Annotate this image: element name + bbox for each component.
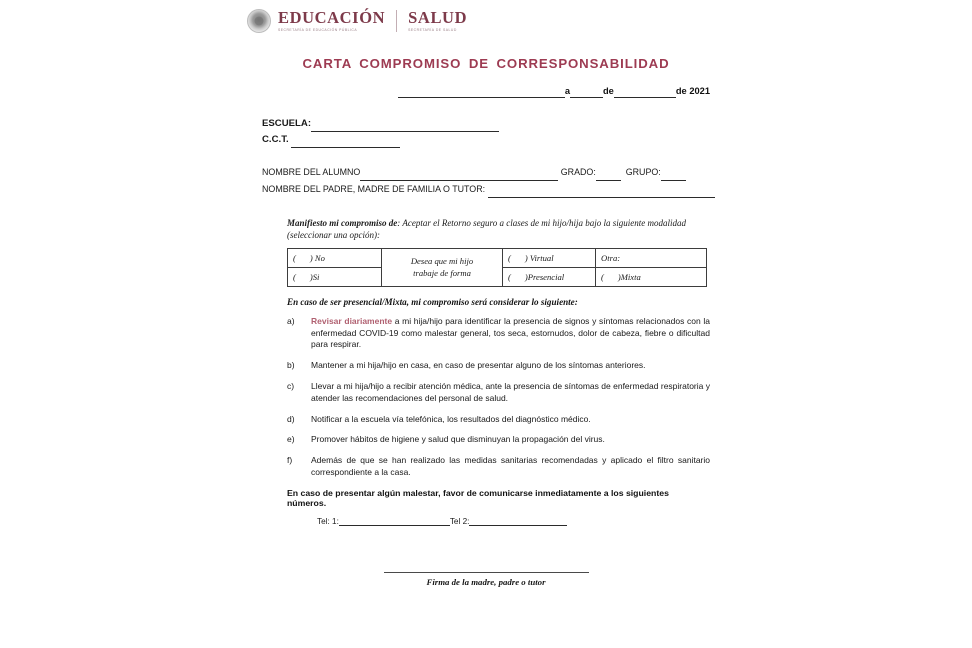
mexico-coat-of-arms-seal-icon [247, 9, 271, 33]
tutor-input[interactable] [488, 184, 715, 198]
cell-option-virtual[interactable] [503, 248, 596, 267]
cell-option-presencial[interactable] [503, 267, 596, 286]
prompt-line-2: trabaje de forma [413, 268, 471, 279]
alumno-input[interactable] [360, 167, 558, 181]
government-logo-bar [247, 6, 467, 36]
tutor-row [262, 181, 710, 198]
place-blank[interactable] [398, 86, 565, 98]
checkbox-mixta[interactable] [601, 272, 641, 282]
item-body: a mi hija/hijo para identificar la presencia de signos y síntomas relacionados con la enfermedad COVID-19 como malestar general, tos seca, estornudos, dolor de cabeza, fiebre o dificultad para respirar. [311, 315, 710, 350]
grado-label: GRADO: [560, 167, 596, 177]
educacion-subtitle: SECRETARÍA DE EDUCACIÓN PÚBLICA [278, 27, 358, 32]
student-fields [262, 164, 710, 198]
signature-label: Firma de la madre, padre o tutor [426, 576, 546, 587]
tel1-input[interactable] [339, 514, 450, 526]
grupo-label: GRUPO: [625, 167, 661, 177]
item-marker: b) [287, 360, 295, 371]
manifiesto-paragraph [287, 217, 710, 242]
date-connector-de-2: de [675, 86, 687, 96]
logo-divider [396, 10, 397, 32]
escuela-row [262, 116, 710, 132]
school-fields [262, 116, 710, 148]
grado-input[interactable] [596, 167, 621, 181]
alumno-row [262, 164, 710, 181]
label-virtual: Virtual [529, 252, 554, 263]
checkbox-no[interactable] [293, 253, 325, 263]
grupo-input[interactable] [661, 167, 686, 181]
manifiesto-lead: Manifiesto mi compromiso de [287, 218, 398, 228]
cell-prompt-trabajo [382, 248, 503, 286]
cct-label: C.C.T. [262, 134, 289, 145]
educacion-logo [278, 10, 385, 32]
date-row [262, 84, 710, 98]
list-item [287, 434, 710, 446]
tutor-label: NOMBRE DEL PADRE, MADRE DE FAMILIA O TUTOR: [262, 184, 486, 194]
salud-wordmark: SALUD [408, 8, 468, 28]
item-marker: a) [287, 315, 295, 326]
caso-presencial-heading: En caso de ser presencial/Mixta, mi compromiso será considerar lo siguiente: [287, 296, 578, 307]
paren-close: ) [524, 252, 528, 263]
manifiesto-body: : Aceptar el Retorno seguro a clases de mi hijo/hija bajo la siguiente modalidad (seleccionar una opción): [287, 218, 686, 241]
signature-block [262, 572, 710, 587]
item-marker: f) [287, 455, 293, 466]
document-title: CARTA COMPROMISO DE CORRESPONSABILIDAD [302, 56, 670, 71]
tel2-label: Tel 2: [449, 516, 470, 526]
paren-open: ( [293, 252, 296, 263]
item-text: Promover hábitos de higiene y salud que disminuyan la propagación del virus. [311, 434, 605, 445]
paren-open: ( [293, 271, 296, 282]
label-otra: Otra: [601, 252, 621, 263]
salud-logo [408, 10, 467, 32]
date-connector-a: a [564, 86, 570, 96]
escuela-input[interactable] [311, 119, 499, 132]
day-blank[interactable] [570, 86, 603, 98]
label-presencial: Presencial [527, 271, 565, 282]
alumno-label: NOMBRE DEL ALUMNO [262, 167, 361, 177]
item-text: Mantener a mi hija/hijo en casa, en caso de presentar alguno de los síntomas anteriores. [311, 360, 646, 371]
cell-option-no[interactable] [288, 248, 382, 267]
checkbox-presencial[interactable] [508, 272, 564, 282]
list-item [287, 414, 710, 426]
cell-option-si[interactable] [288, 267, 382, 286]
item-marker: c) [287, 381, 295, 391]
list-item [287, 455, 710, 479]
modalidad-table [287, 248, 707, 287]
phones-row [317, 514, 710, 526]
paren-close: ) [309, 271, 313, 282]
commitments-list [287, 316, 710, 479]
paren-close: ) [524, 271, 528, 282]
cct-input[interactable] [291, 135, 400, 148]
month-blank[interactable] [614, 86, 676, 98]
date-connector-de-1: de [603, 86, 614, 96]
signature-line[interactable] [384, 572, 589, 573]
checkbox-virtual[interactable] [508, 253, 554, 263]
cct-row [262, 132, 710, 148]
paren-open: ( [508, 252, 511, 263]
label-mixta: Mixta [620, 271, 641, 282]
escuela-label: ESCUELA: [262, 118, 312, 129]
cell-option-mixta[interactable] [596, 267, 707, 286]
table-row [288, 248, 707, 267]
list-item [287, 360, 710, 372]
document-body [262, 84, 710, 587]
item-marker: e) [287, 434, 295, 445]
checkbox-si[interactable] [293, 272, 319, 282]
label-si: Si [312, 271, 320, 282]
phones-heading: En caso de presentar algún malestar, favor de comunicarse inmediatamente a los siguientes números. [287, 487, 669, 508]
paren-close: ) [617, 271, 621, 282]
cell-otra-label[interactable] [596, 248, 707, 267]
date-year: 2021 [689, 86, 710, 96]
paren-open: ( [508, 271, 511, 282]
tel1-label: Tel: 1: [317, 516, 339, 526]
salud-subtitle: SECRETARÍA DE SALUD [408, 27, 457, 32]
list-item [287, 316, 710, 351]
tel2-input[interactable] [469, 514, 567, 526]
item-text: Además de que se han realizado las medidas sanitarias recomendadas y aplicado el filtro sanitario correspondiente a la casa. [311, 455, 710, 477]
educacion-wordmark: EDUCACIÓN [278, 8, 386, 28]
item-text: Llevar a mi hija/hijo a recibir atención médica, ante la presencia de síntomas de enfermedad respiratoria y atender las recomendaciones del personal de salud. [311, 381, 710, 403]
item-highlight: Revisar diariamente [311, 315, 393, 326]
label-no: No [314, 252, 325, 263]
item-text: Notificar a la escuela vía telefónica, los resultados del diagnóstico médico. [311, 413, 591, 424]
list-item [287, 381, 710, 405]
prompt-line-1: Desea que mi hijo [410, 256, 474, 267]
paren-open: ( [601, 271, 604, 282]
item-text [311, 316, 710, 351]
item-marker: d) [287, 413, 295, 424]
paren-close: ) [309, 252, 313, 263]
